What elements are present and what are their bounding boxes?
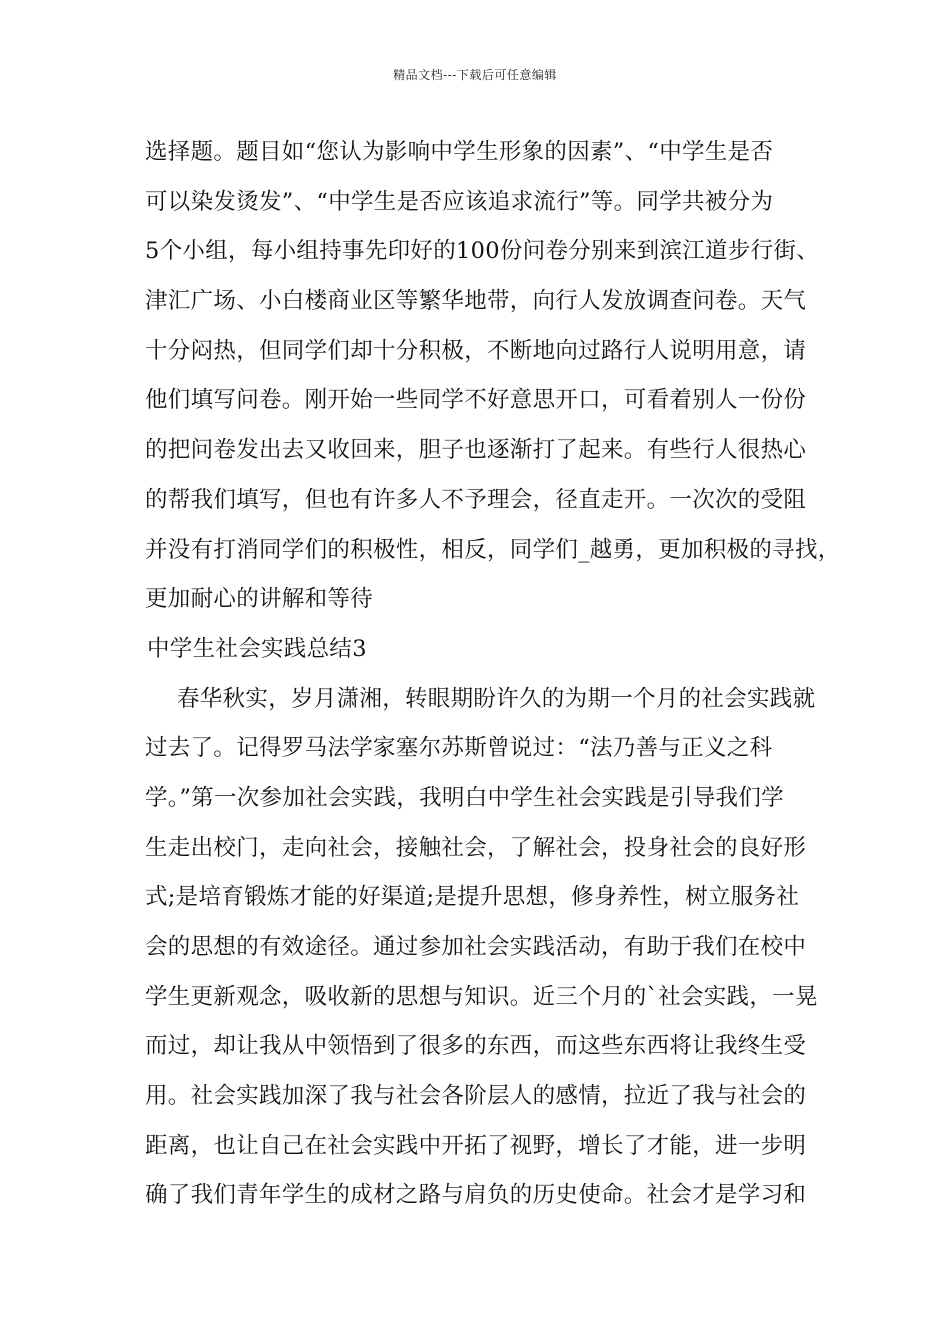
text-line: 会的思想的有效途径。通过参加社会实践活动，有助于我们在校中 — [145, 934, 807, 960]
document-body — [145, 128, 841, 1221]
text-line: 学生更新观念，吸收新的思想与知识。近三个月的`社会实践，一晃 — [145, 983, 818, 1010]
text-line: 的帮我们填写，但也有许多人不予理会，径直走开。一次次的受阻 — [145, 486, 807, 513]
text-line: 可以染发烫发”、“中学生是否应该追求流行”等。同学共被分为 — [145, 188, 774, 215]
text-line: 春华秋实，岁月潇湘，转眼期盼许久的为期一个月的社会实践就 — [177, 685, 816, 712]
text-line: 更加耐心的讲解和等待 — [145, 586, 374, 613]
text-line: 选择题。题目如“您认为影响中学生形象的因素”、“中学生是否 — [145, 139, 774, 165]
text-line: 津汇广场、小白楼商业区等繁华地带，向行人发放调查问卷。天气 — [145, 288, 807, 315]
section-heading: 中学生社会实践总结3 — [147, 635, 367, 662]
text-line: 并没有打消同学们的积极性，相反，同学们_越勇，更加积极的寻找， — [145, 536, 841, 563]
text-line: 十分闷热，但同学们却十分积极，不断地向过路行人说明用意，请 — [145, 337, 807, 364]
text-line: 用。社会实践加深了我与社会各阶层人的感情，拉近了我与社会的 — [145, 1083, 807, 1110]
page-header: 精品文档---下载后可任意编辑 — [393, 68, 557, 82]
text-line: 过去了。记得罗马法学家塞尔苏斯曾说过：“法乃善与正义之科 — [145, 735, 773, 762]
text-line: 5个小组，每小组持事先印好的100份问卷分别来到滨江道步行街、 — [145, 238, 820, 265]
text-line: 他们填写问卷。刚开始一些同学不好意思开口，可看着别人一份份 — [145, 387, 807, 414]
text-line: 确了我们青年学生的成材之路与肩负的历史使命。社会才是学习和 — [145, 1182, 807, 1209]
text-line: 生走出校门，走向社会，接触社会，了解社会，投身社会的良好形 — [145, 834, 807, 861]
text-line: 学。”第一次参加社会实践，我明白中学生社会实践是引导我们学 — [145, 784, 784, 811]
text-line: 式;是培育锻炼才能的好渠道;是提升思想，修身养性，树立服务社 — [145, 884, 800, 911]
text-line: 而过，却让我从中领悟到了很多的东西，而这些东西将让我终生受 — [145, 1033, 807, 1060]
text-line: 距离，也让自己在社会实践中开拓了视野，增长了才能，进一步明 — [145, 1132, 807, 1159]
text-line: 的把问卷发出去又收回来，胆子也逐渐打了起来。有些行人很热心 — [145, 437, 807, 464]
